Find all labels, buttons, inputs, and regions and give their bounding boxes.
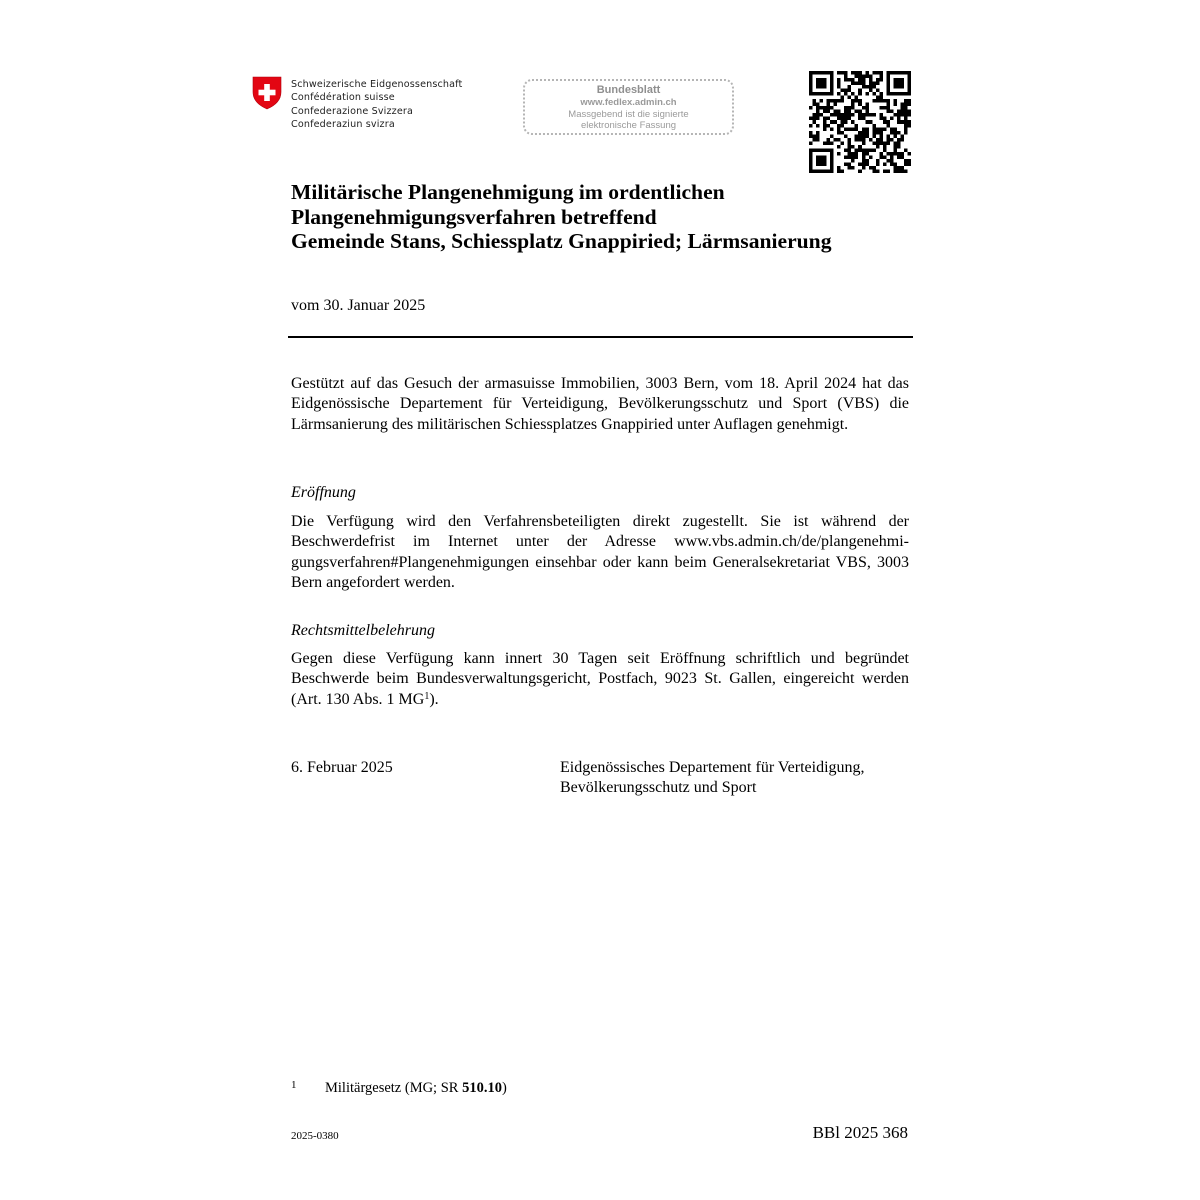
rechtsmittel-text: Gegen diese Verfügung kann innert 30 Tagen seit Eröffnung schriftlich und begründet Beschwerde beim Bundesverwaltungsgericht, Postfach, 9023 St. Gallen, eingereicht werden (Art. 130 Abs. 1 MG	[291, 650, 909, 708]
title-line-1: Militärische Plangenehmigung im ordentlichen	[291, 180, 725, 204]
title-line-3: Gemeinde Stans, Schiessplatz Gnappiried; Lärmsanierung	[291, 229, 832, 253]
section-text-rechtsmittelbelehrung	[291, 649, 909, 710]
intro-paragraph: Gestützt auf das Gesuch der armasuisse Immobilien, 3003 Bern, vom 18. April 2024 hat das Eidgenössische Departement für Verteidigung, Bevölkerungsschutz und Sport (VBS) die Lärmsanierung des militärischen Schiessplatzes Gnappiried unter Auflagen genehmigt.	[291, 375, 909, 433]
confed-name-rm: Confederaziun svizra	[291, 119, 395, 131]
swiss-cross-icon	[252, 76, 282, 110]
confed-name-de: Schweizerische Eidgenossenschaft	[291, 79, 463, 90]
signature-department-line-2: Bevölkerungsschutz und Sport	[560, 779, 757, 797]
stamp-note-line2: elektronische Fassung	[580, 120, 677, 131]
confed-name-it: Confederazione Svizzera	[291, 105, 414, 117]
confederation-names	[291, 78, 462, 132]
confed-name-fr: Confédération suisse	[291, 92, 395, 104]
signature-department	[560, 758, 920, 799]
footnote-text-prefix: Militärgesetz (MG; SR	[325, 1080, 463, 1096]
stamp-title: Bundesblatt	[596, 84, 661, 96]
signature-date: 6. Februar 2025	[291, 759, 393, 776]
bundesblatt-stamp	[523, 79, 734, 135]
title-divider	[288, 336, 913, 338]
footnote-text-suffix: )	[501, 1080, 507, 1096]
section-heading-rechtsmittelbelehrung: Rechtsmittelbelehrung	[291, 622, 435, 639]
footnote-reference[interactable]: 1	[424, 690, 430, 702]
stamp-note-line1: Massgebend ist die signierte	[568, 109, 689, 120]
stamp-url[interactable]: www.fedlex.admin.ch	[580, 97, 677, 108]
section-heading-eroeffnung: Eröffnung	[291, 484, 356, 501]
qr-code-icon	[809, 71, 911, 173]
bbl-reference: BBl 2025 368	[812, 1123, 908, 1142]
footnote-text	[325, 1079, 507, 1097]
section-text-eroeffnung: Die Verfügung wird den Verfahrensbeteiligten direkt zugestellt. Sie ist während der Beschwerdefrist im Internet unter der Adresse www.vbs.admin.ch/de/plangenehmigungsverfahren#Plangenehmigungen einsehbar oder kann beim Generalsekretariat VBS, 3003 Bern angefordert werden.	[291, 513, 909, 591]
document-date: vom 30. Januar 2025	[291, 297, 426, 314]
footnote-number: 1	[291, 1079, 297, 1091]
document-title	[291, 180, 931, 254]
footnote-sr-number[interactable]: 510.10	[462, 1080, 502, 1096]
title-line-2: Plangenehmigungsverfahren betreffend	[291, 204, 657, 229]
signature-department-line-1: Eidgenössisches Departement für Verteidigung,	[560, 759, 865, 776]
rechtsmittel-text-end: ).	[429, 690, 439, 708]
document-id: 2025-0380	[291, 1130, 339, 1142]
